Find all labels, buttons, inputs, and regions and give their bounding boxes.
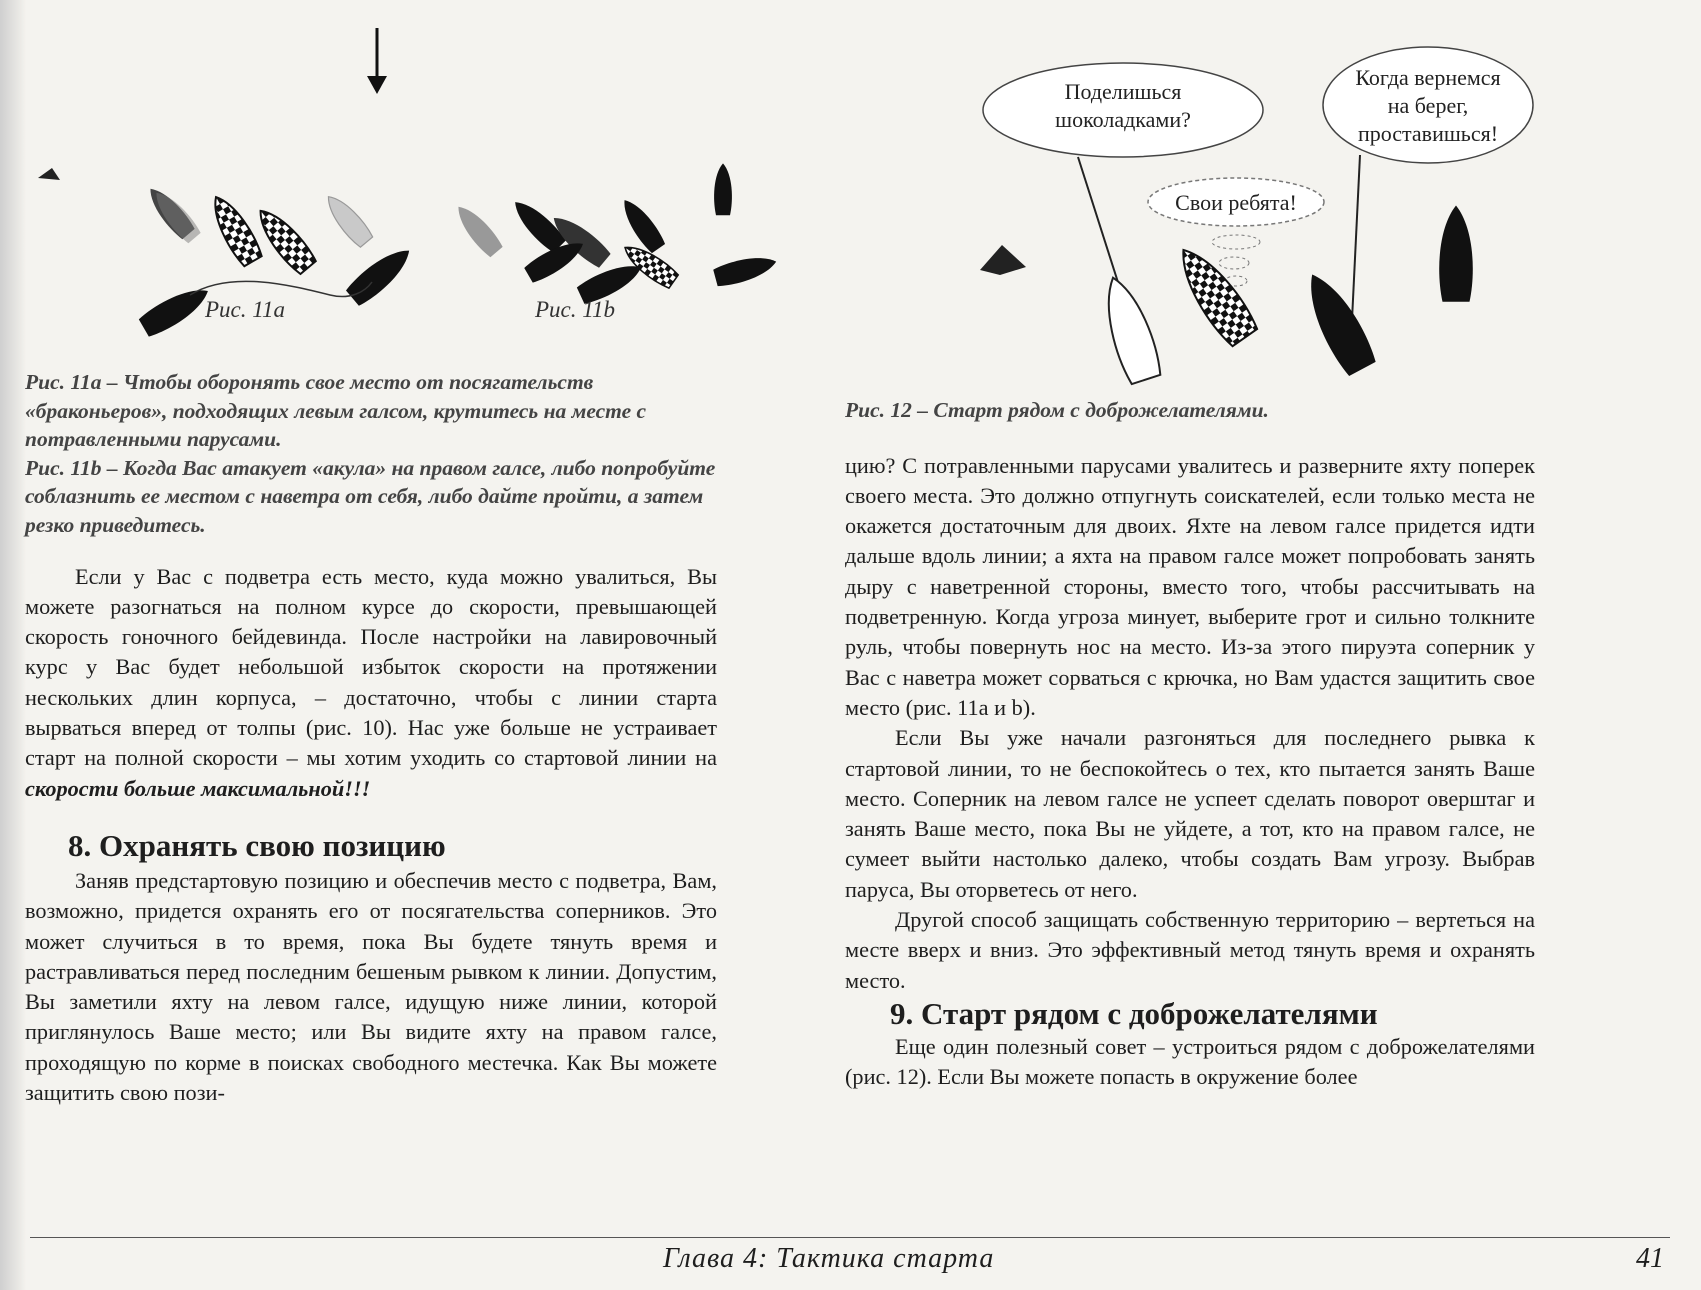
boat-icon bbox=[1168, 239, 1260, 348]
caption-fig-11b: Рис. 11b – Когда Вас атакует «акула» на правом галсе, либо попробуйте соблазнить ее местом с наветра от себя, либо дайте пройти, а затем резко приведитесь. bbox=[25, 455, 716, 537]
figure-12 bbox=[960, 45, 1660, 405]
boat-icon bbox=[451, 200, 505, 258]
boat-icon bbox=[344, 241, 417, 308]
book-spine-shadow bbox=[0, 0, 26, 1290]
bubble2-text: Когда вернемся bbox=[1355, 65, 1501, 90]
boat-icon bbox=[616, 194, 667, 254]
left-column bbox=[25, 368, 717, 804]
right-column-continued bbox=[845, 1032, 1535, 1093]
boat-icon bbox=[321, 190, 375, 248]
right-column bbox=[845, 396, 1535, 996]
paragraph: цию? С потравленными парусами увалитесь и разверните яхту поперек своего места. Это должно отпугнуть соискателей, если только места не окажется достаточным для двоих. Яхте на левом галсе придется идти дальше вдоль линии; а яхта на правом галсе может попробовать занять дыру с наветренной стороны, вместо того, чтобы рассчитывать на подветренную. Когда угроза минует, выберите грот и сильно толкните руль, чтобы повернуть нос на место. Из-за этого пируэта соперник у Вас с наветра может сорваться с крючка, но Вам удастся защитить свое место (рис. 11a и b). bbox=[845, 452, 1535, 720]
emphasis-text: скорости больше максимальной!!! bbox=[25, 775, 371, 801]
fig-11b-label: Рис. 11b bbox=[535, 297, 616, 322]
paragraph: Если Вы уже начали разгоняться для последнего рывка к стартовой линии, то не беспокойтесь о тех, кто пытается занять Ваше место. Соперник на левом галсе не успеет сделать поворот оверштаг и занять Ваше место, пока Вы не уйдете, а тот, кто на правом галсе, не сумеет выйти настолько далеко, чтобы создать Вам угрозу. Выбрав паруса, Вы оторветесь от него. bbox=[845, 725, 1535, 902]
boat-track-line bbox=[190, 281, 372, 296]
fig-11a-label: Рис. 11a bbox=[205, 297, 286, 322]
boat-icon bbox=[205, 191, 264, 268]
wind-arrow-icon bbox=[367, 28, 387, 94]
bubble1-text: шоколадками? bbox=[1055, 107, 1191, 132]
boat-icon bbox=[1439, 206, 1473, 302]
thought-text: Свои ребята! bbox=[1175, 190, 1297, 215]
boat-icon bbox=[1095, 272, 1164, 385]
section-heading-8: 8. Охранять свою позицию bbox=[68, 828, 446, 863]
paragraph: Другой способ защищать собственную территорию – вертеться на месте вверх и вниз. Это эффективный метод тянуть время и охранять место. bbox=[845, 907, 1535, 993]
figure-11 bbox=[30, 20, 830, 360]
section-heading-9: 9. Старт рядом с доброжелателями bbox=[890, 996, 1378, 1031]
caption-fig-12: Рис. 12 – Старт рядом с доброжелателями. bbox=[845, 398, 1269, 422]
paragraph: Заняв предстартовую позицию и обеспечив место с подветра, Вам, возможно, придется охранять его от посягательства соперников. Это может случиться в то время, пока Вы будете тянуть время и растравливаться перед последним бешеным рывком к линии. Допустим, Вы заметили яхту на левом галсе, идущую ниже линии, которой приглянулось Ваше место; или Вы видите яхту на правом галсе, проходящую по корме в поисках свободного местечка. Как Вы можете защитить свою пози- bbox=[25, 868, 717, 1106]
page-number: 41 bbox=[1636, 1243, 1664, 1274]
left-column-continued bbox=[25, 866, 717, 1108]
paragraph: Если у Вас с подветра есть место, куда можно увалиться, Вы можете разогнаться на полном курсе до скорости, превышающей скорость гоночного бейдевинда. После настройки на лавировочный курс у Вас будет небольшой избыток скорости на протяжении нескольких длин корпуса, – достаточно, чтобы с линии старта вырваться вперед от толпы (рис. 10). Нас уже больше не устраивает старт на полной скорости – мы хотим уходить со стартовой линии на скорости больше максимальной!!! bbox=[25, 563, 717, 801]
bubble2-text: на берег, bbox=[1387, 93, 1469, 118]
bubble2-text: проставишься! bbox=[1357, 121, 1499, 146]
bubble1-text: Поделишься bbox=[1064, 79, 1182, 104]
footer-rule bbox=[30, 1237, 1670, 1238]
boat-icon bbox=[714, 163, 732, 215]
start-mark-icon bbox=[38, 168, 60, 180]
paragraph: Еще один полезный совет – устроиться рядом с доброжелателями (рис. 12). Если Вы можете попасть в окружение более bbox=[845, 1034, 1535, 1090]
boat-icon bbox=[143, 182, 203, 244]
caption-fig-11a: Рис. 11а – Чтобы оборонять свое место от посягательств «браконьеров», подходящих левым галсом, крутитесь на месте с потравленными парусами. bbox=[25, 370, 647, 452]
boat-icon bbox=[251, 203, 318, 276]
boat-icon bbox=[713, 251, 779, 288]
chapter-title: Глава 4: Тактика старта bbox=[663, 1243, 995, 1274]
boat-icon bbox=[1296, 266, 1379, 378]
start-mark-icon bbox=[980, 245, 1026, 275]
